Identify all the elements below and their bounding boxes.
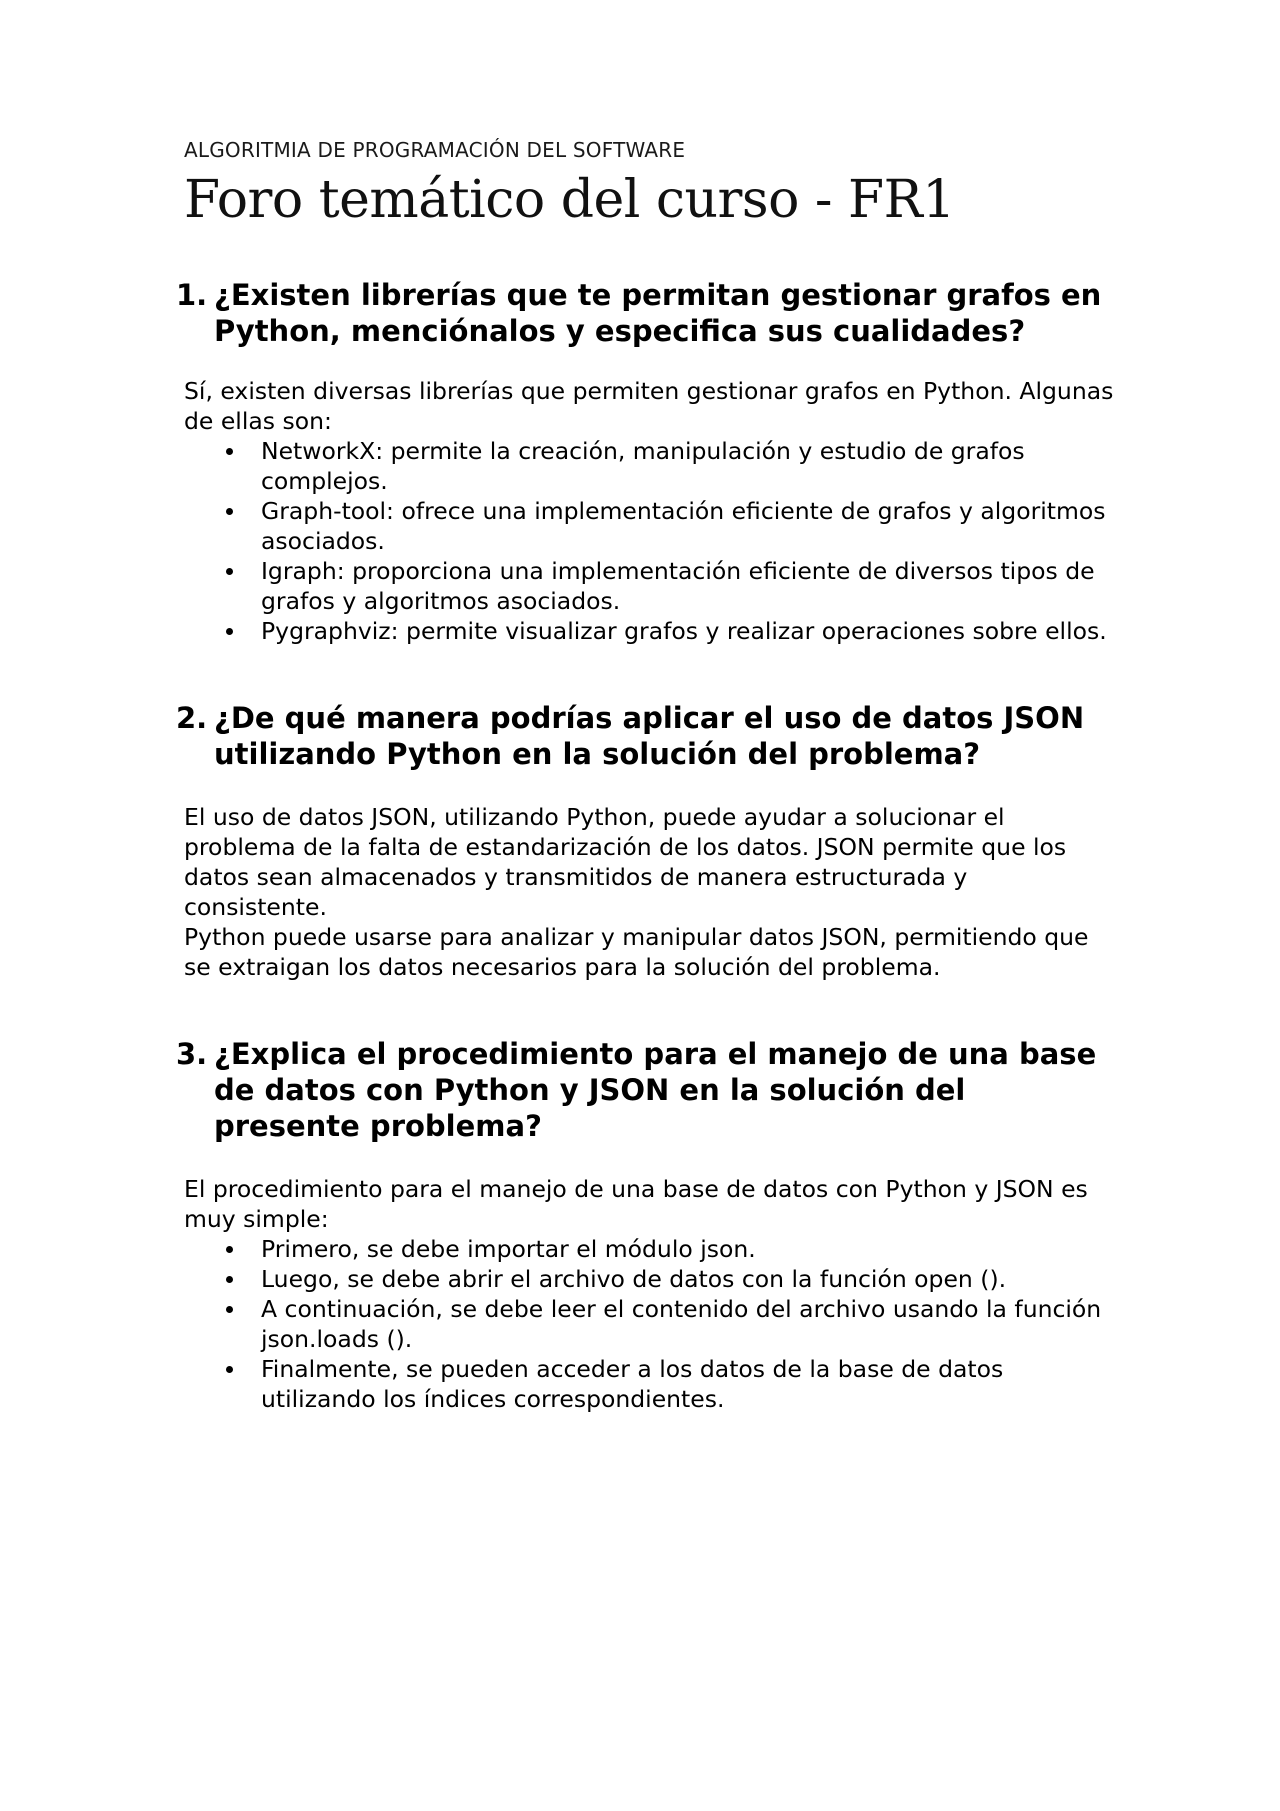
answer-paragraph-2: Python puede usarse para analizar y manipular datos JSON, permitiendo que se extraigan los datos necesarios para la solución del problema.	[184, 923, 1089, 981]
section-2	[176, 700, 1114, 982]
bullet-icon	[184, 1264, 261, 1294]
procedure-list	[184, 1234, 1114, 1414]
list-item	[184, 556, 1114, 616]
list-item-text: Igraph: proporciona una implementación eficiente de diversos tipos de grafos y algoritmos asociados.	[261, 557, 1095, 615]
list-item	[184, 1234, 1114, 1264]
answer-intro: Sí, existen diversas librerías que permiten gestionar grafos en Python. Algunas de ellas son:	[184, 377, 1114, 435]
list-item-text: Luego, se debe abrir el archivo de datos con la función open ().	[261, 1265, 1007, 1293]
answer-paragraph-1: El uso de datos JSON, utilizando Python, puede ayudar a solucionar el problema de la falta de estandarización de los datos. JSON permite que los datos sean almacenados y transmitidos de manera estructurada y consistente.	[184, 803, 1067, 921]
question-3	[176, 1036, 1114, 1144]
bullet-icon	[184, 1234, 261, 1264]
list-item	[184, 436, 1114, 496]
course-subtitle: ALGORITMIA DE PROGRAMACIÓN DEL SOFTWARE	[184, 138, 686, 162]
section-3	[176, 1036, 1114, 1414]
question-text: ¿Existen librerías que te permitan gestionar grafos en Python, menciónalos y especifica sus cualidades?	[214, 278, 1102, 348]
list-item	[184, 1354, 1114, 1414]
list-item-text: Primero, se debe importar el módulo json.	[261, 1235, 756, 1263]
bullet-icon	[184, 496, 261, 556]
question-text: ¿Explica el procedimiento para el manejo de una base de datos con Python y JSON en la solución del presente problema?	[214, 1037, 1097, 1143]
question-number: 2.	[176, 701, 208, 735]
question-number: 1.	[176, 278, 208, 312]
question-text: ¿De qué manera podrías aplicar el uso de datos JSON utilizando Python en la solución del problema?	[214, 701, 1085, 771]
list-item-text: Pygraphviz: permite visualizar grafos y realizar operaciones sobre ellos.	[261, 617, 1107, 645]
list-item-text: A continuación, se debe leer el contenido del archivo usando la función json.loads ().	[261, 1295, 1102, 1353]
question-1	[176, 277, 1114, 349]
answer-intro: El procedimiento para el manejo de una base de datos con Python y JSON es muy simple:	[184, 1175, 1088, 1233]
list-item	[184, 616, 1114, 646]
bullet-icon	[184, 436, 261, 496]
list-item-text: NetworkX: permite la creación, manipulación y estudio de grafos complejos.	[261, 437, 1025, 495]
list-item-text: Graph-tool: ofrece una implementación eficiente de grafos y algoritmos asociados.	[261, 497, 1106, 555]
question-2	[176, 700, 1114, 772]
list-item	[184, 496, 1114, 556]
bullet-icon	[184, 1354, 261, 1414]
list-item-text: Finalmente, se pueden acceder a los datos de la base de datos utilizando los índices correspondientes.	[261, 1355, 1004, 1413]
bullet-icon	[184, 1294, 261, 1354]
library-list	[184, 436, 1114, 646]
page-title: Foro temático del curso - FR1	[184, 170, 955, 230]
section-1	[176, 277, 1114, 646]
question-number: 3.	[176, 1037, 208, 1071]
list-item	[184, 1264, 1114, 1294]
document-page	[176, 136, 1114, 1414]
bullet-icon	[184, 556, 261, 616]
list-item	[184, 1294, 1114, 1354]
bullet-icon	[184, 616, 261, 646]
